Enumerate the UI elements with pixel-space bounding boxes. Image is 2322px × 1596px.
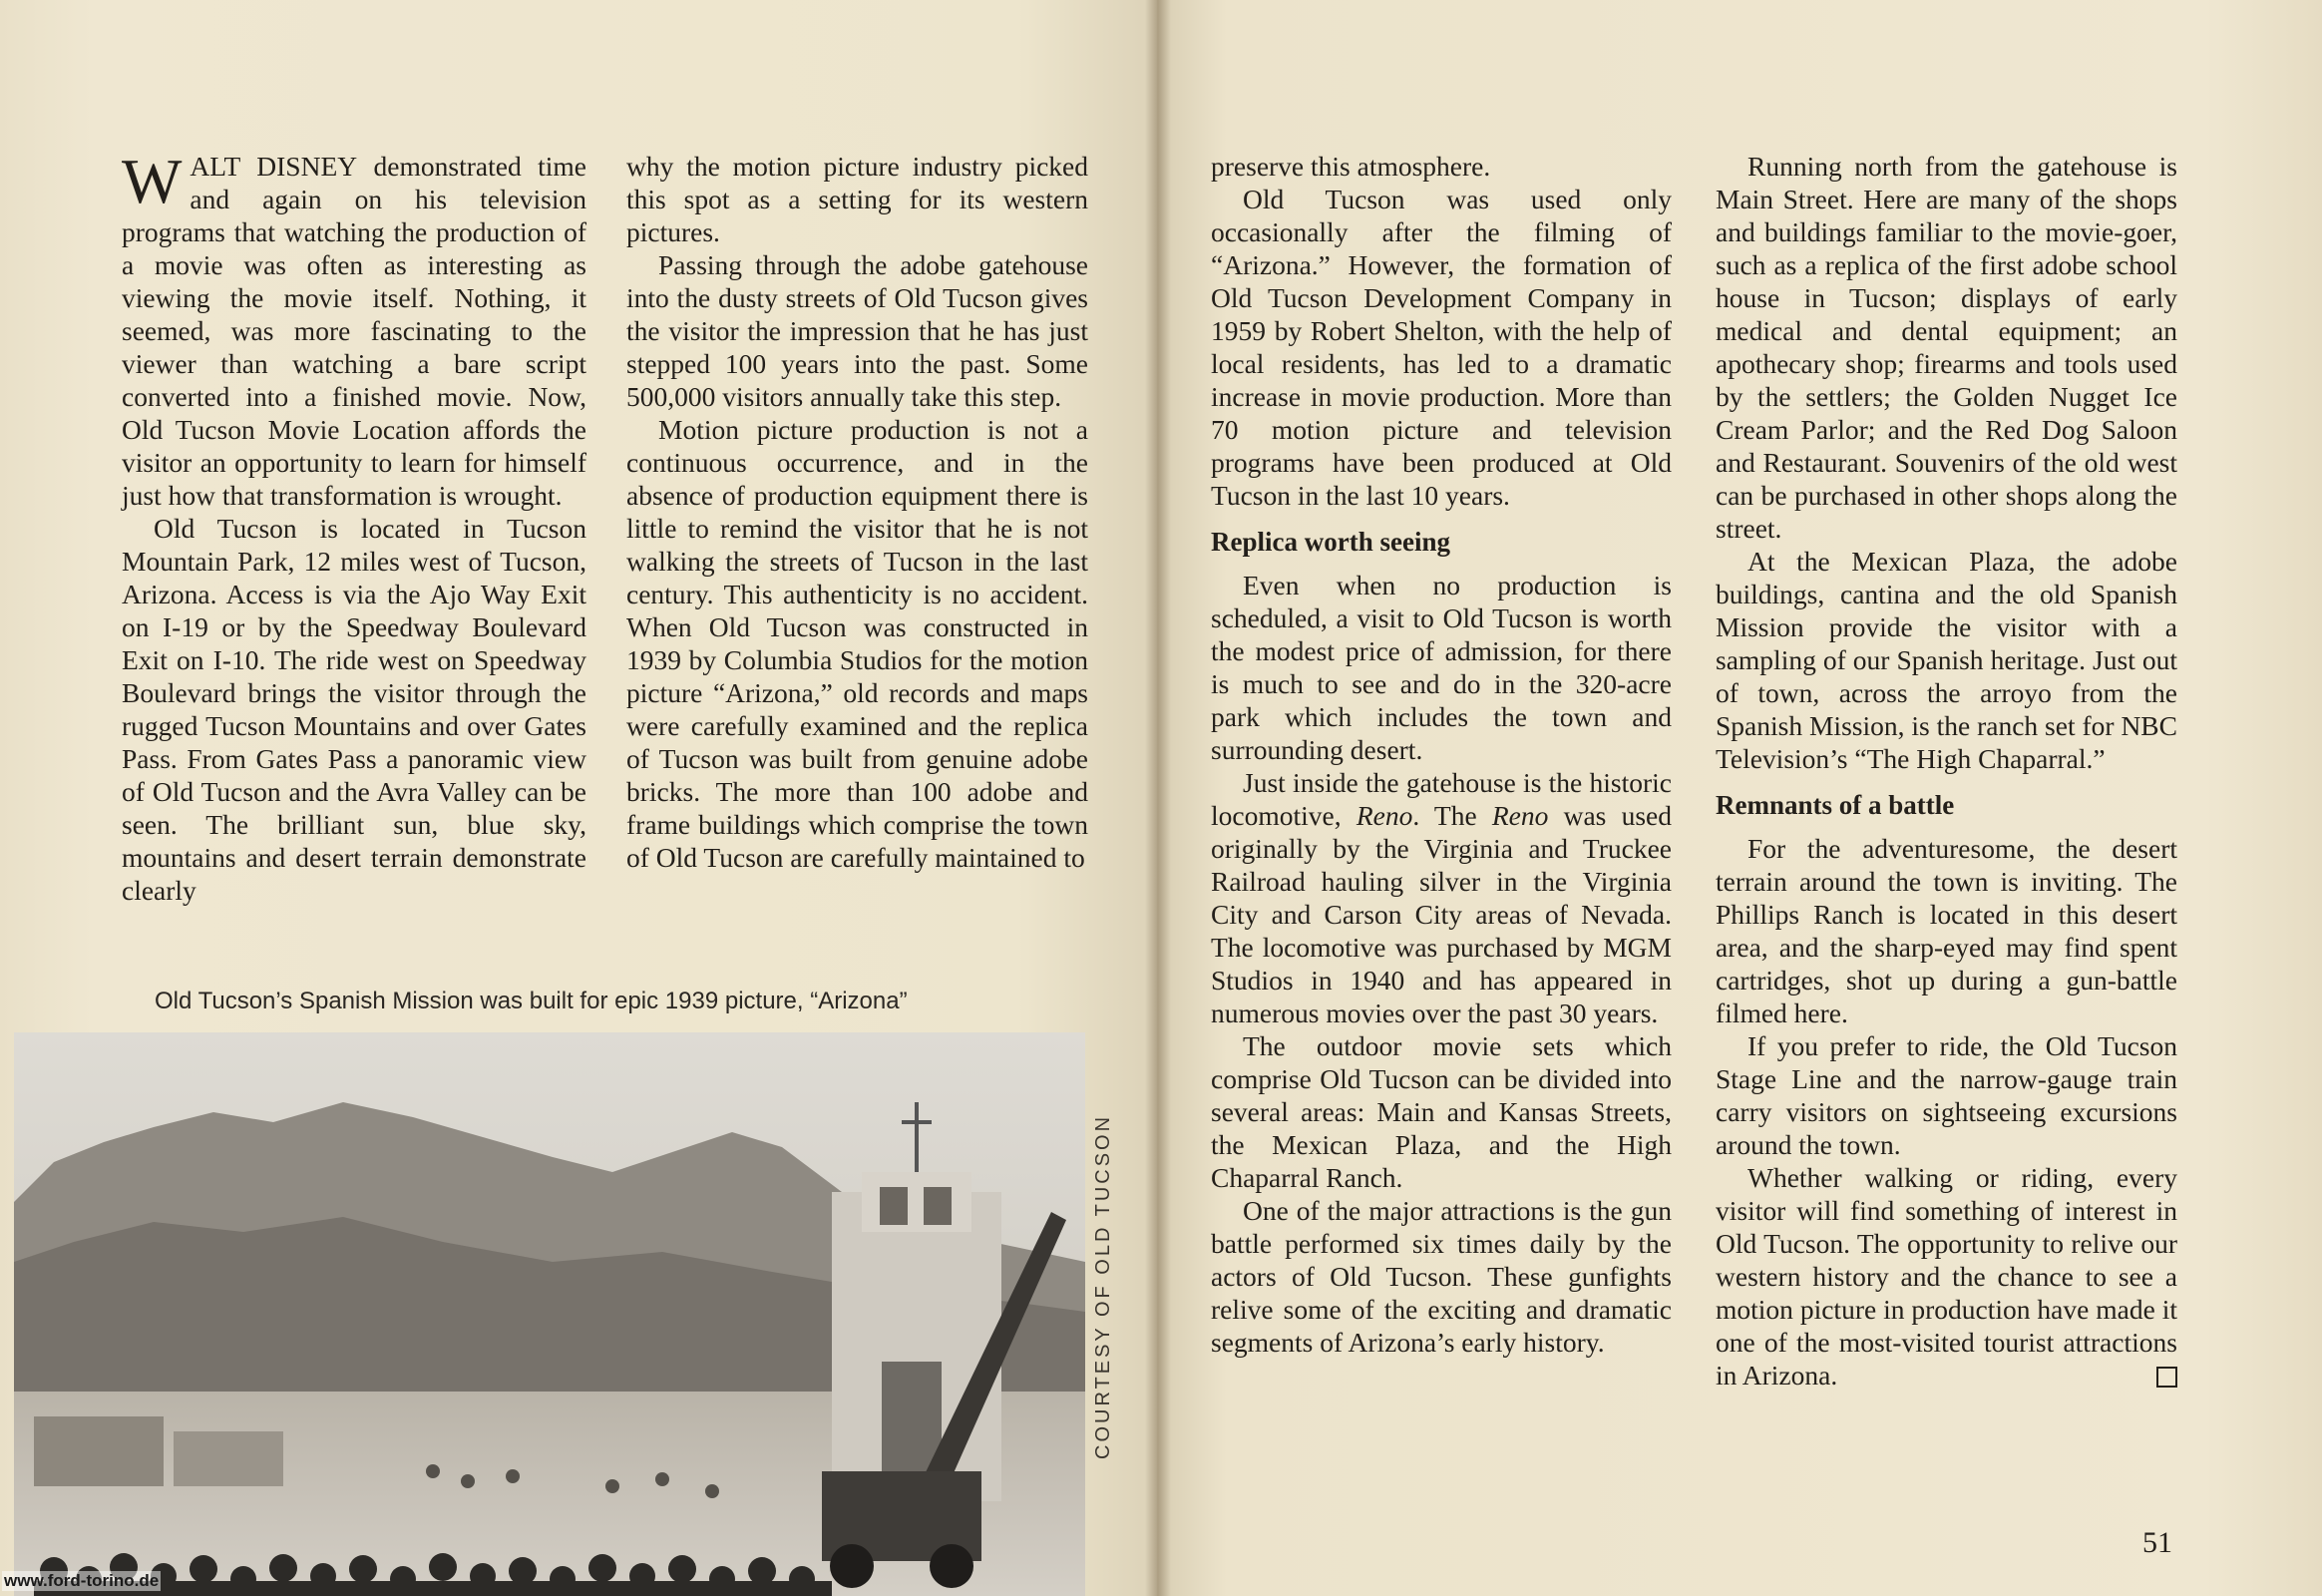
paragraph: If you prefer to ride, the Old Tucson Stage Line and the narrow-gauge train carry visitors on sightseeing excursions around the town. — [1716, 1030, 2177, 1160]
intro-text: demonstrated time and again on his television programs that watching the production of a movie was often as interesting as viewing the movie itself. Nothing, it seemed, was more fascinating to the viewer than watching a bare script converted into a finished movie. Now, Old Tucson Movie Location affords the visitor an opportunity to learn for himself just how that transformation is wrought. — [122, 151, 586, 511]
drop-cap: W — [122, 146, 183, 216]
paragraph: Passing through the adobe gatehouse into the dusty streets of Old Tucson gives the visitor the impression that he has just stepped 100 years into the past. Some 500,000 visitors annually take this step. — [626, 249, 1088, 412]
paragraph: The outdoor movie sets which comprise Old Tucson can be divided into several areas: Main and Kansas Streets, the Mexican Plaza, and the High Chaparral Ranch. — [1211, 1030, 1672, 1193]
column-4 — [1716, 150, 2177, 1392]
paragraph: Even when no production is scheduled, a visit to Old Tucson is worth the modest price of admission, for there is much to see and do in the 320-acre park which includes the town and surrounding desert. — [1211, 570, 1672, 765]
paragraph: Old Tucson is located in Tucson Mountain Park, 12 miles west of Tucson, Arizona. Access is via the Ajo Way Exit on I-19 or by the Speedway Boulevard Exit on I-10. The ride west on Speedway Boulevard brings the visitor through the rugged Tucson Mountains and over Gates Pass. From Gates Pass a panoramic view of Old Tucson and the Avra Valley can be seen. The brilliant sun, blue sky, mountains and desert terrain demonstrate clearly — [122, 513, 586, 906]
photo-illustration — [14, 1032, 1085, 1596]
intro-small-caps: ALT DISNEY — [190, 151, 358, 182]
paragraph: why the motion picture industry picked this spot as a setting for its western pictures. — [626, 151, 1088, 247]
column-2 — [626, 150, 1088, 874]
locomotive-name: Reno — [1355, 800, 1413, 831]
paragraph: Motion picture production is not a continuous occurrence, and in the absence of production equipment there is little to remind the visitor that he is not walking the streets of Tucson in the last century. This authenticity is no accident. When Old Tucson was constructed in 1939 by Columbia Studios for the motion picture “Arizona,” old records and maps were carefully examined and the replica of Tucson was built from genuine adobe bricks. The more than 100 adobe and frame buildings which comprise the town of Old Tucson are carefully maintained to — [626, 414, 1088, 873]
right-page — [1157, 0, 2322, 1596]
paragraph: Running north from the gatehouse is Main Street. Here are many of the shops and buildings familiar to the movie-goer, such as a replica of the first adobe school house in Tucson; displays of early medical and dental equipment; an apothecary shop; firearms and tools used by the settlers; the Golden Nugget Ice Cream Parlor; and the Red Dog Saloon and Restaurant. Souvenirs of the old west can be purchased in other shops along the street. — [1716, 151, 2177, 544]
intro-paragraph — [122, 146, 586, 512]
locomotive-name: Reno — [1491, 800, 1549, 831]
book-gutter — [1145, 0, 1171, 1596]
section-heading: Remnants of a battle — [1716, 790, 1955, 820]
text-run: Whether walking or riding, every visitor will find something of interest in Old Tucson. The opportunity to relive our western history and the chance to see a motion picture in production have made it one of the most-visited tourist attractions in Arizona. — [1716, 1162, 2177, 1391]
paragraph: For the adventuresome, the desert terrain around the town is inviting. The Phillips Ranch is located in this desert area, and the sharp-eyed may find spent cartridges, shot up during a gun-battle filmed here. — [1716, 833, 2177, 1028]
column-3 — [1211, 150, 1672, 1359]
watermark-text: www.ford-torino.de — [4, 1571, 160, 1590]
paragraph — [1716, 1161, 2177, 1392]
left-page — [0, 0, 1157, 1596]
paragraph: Old Tucson was used only occasionally after the filming of “Arizona.” However, the formation of Old Tucson Development Company in 1959 by Robert Shelton, with the help of local residents, has led to a dramatic increase in movie production. More than 70 motion picture and television programs have been produced at Old Tucson in the last 10 years. — [1211, 184, 1672, 511]
page-number: 51 — [2142, 1526, 2172, 1559]
end-mark-icon — [2156, 1367, 2177, 1388]
paragraph — [1211, 766, 1672, 1029]
paragraph: preserve this atmosphere. — [1211, 151, 1491, 182]
photo-caption: Old Tucson’s Spanish Mission was built for epic 1939 picture, “Arizona” — [155, 988, 908, 1014]
text-run: Just inside the gatehouse is the historic locomotive, — [1211, 767, 1672, 831]
text-run: . The — [1412, 800, 1492, 831]
column-1 — [122, 146, 586, 907]
section-heading: Replica worth seeing — [1211, 527, 1450, 557]
paragraph: One of the major attractions is the gun battle performed six times daily by the actors of Old Tucson. These gunfights relive some of the exciting and dramatic segments of Arizona’s early history. — [1211, 1195, 1672, 1358]
photo-credit: COURTESY OF OLD TUCSON — [1092, 1113, 1114, 1460]
text-run: was used originally by the Virginia and Truckee Railroad hauling silver in the Virginia City and Carson City areas of Nevada. The locomotive was purchased by MGM Studios in 1940 and has appeared in numerous movies over the past 30 years. — [1211, 800, 1672, 1028]
paragraph: At the Mexican Plaza, the adobe buildings, cantina and the old Spanish Mission provide the visitor with a sampling of our Spanish heritage. Just out of town, across the arroyo from the Spanish Mission, is the ranch set for NBC Television’s “The High Chaparral.” — [1716, 546, 2177, 774]
mission-photo — [14, 1032, 1085, 1596]
